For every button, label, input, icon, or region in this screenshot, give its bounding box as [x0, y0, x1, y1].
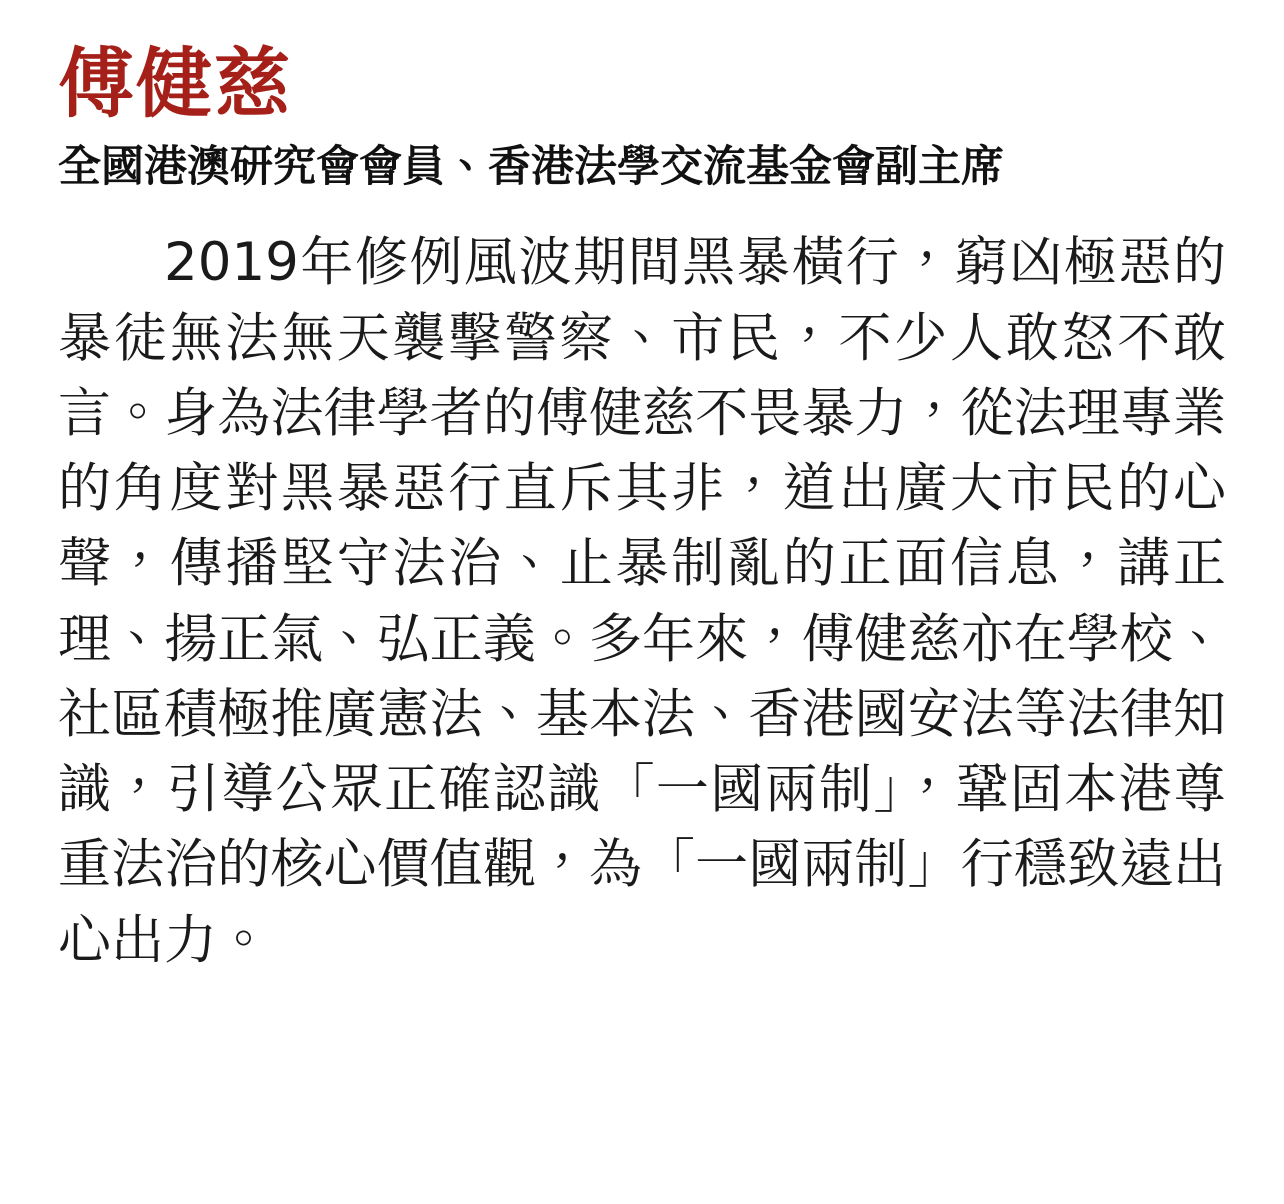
person-affiliation-subtitle: 全國港澳研究會會員、香港法學交流基金會副主席: [58, 142, 1004, 192]
page-title: 傅健慈: [58, 39, 292, 128]
article-body-paragraph: 2019年修例風波期間黑暴橫行，窮凶極惡的暴徒無法無天襲擊警察、市民，不少人敢怒不敢言。身為法律學者的傅健慈不畏暴力，從法理專業的角度對黑暴惡行直斥其非，道出廣大市民的心聲，傳播堅守法治、止暴制亂的正面信息，講正理、揚正氣、弘正義。多年來，傅健慈亦在學校、社區積極推廣憲法、基本法、香港國安法等法律知識，引導公眾正確認識「一國兩制」，鞏固本港尊重法治的核心價值觀，為「一國兩制」行穩致遠出心出力。: [58, 232, 1226, 971]
